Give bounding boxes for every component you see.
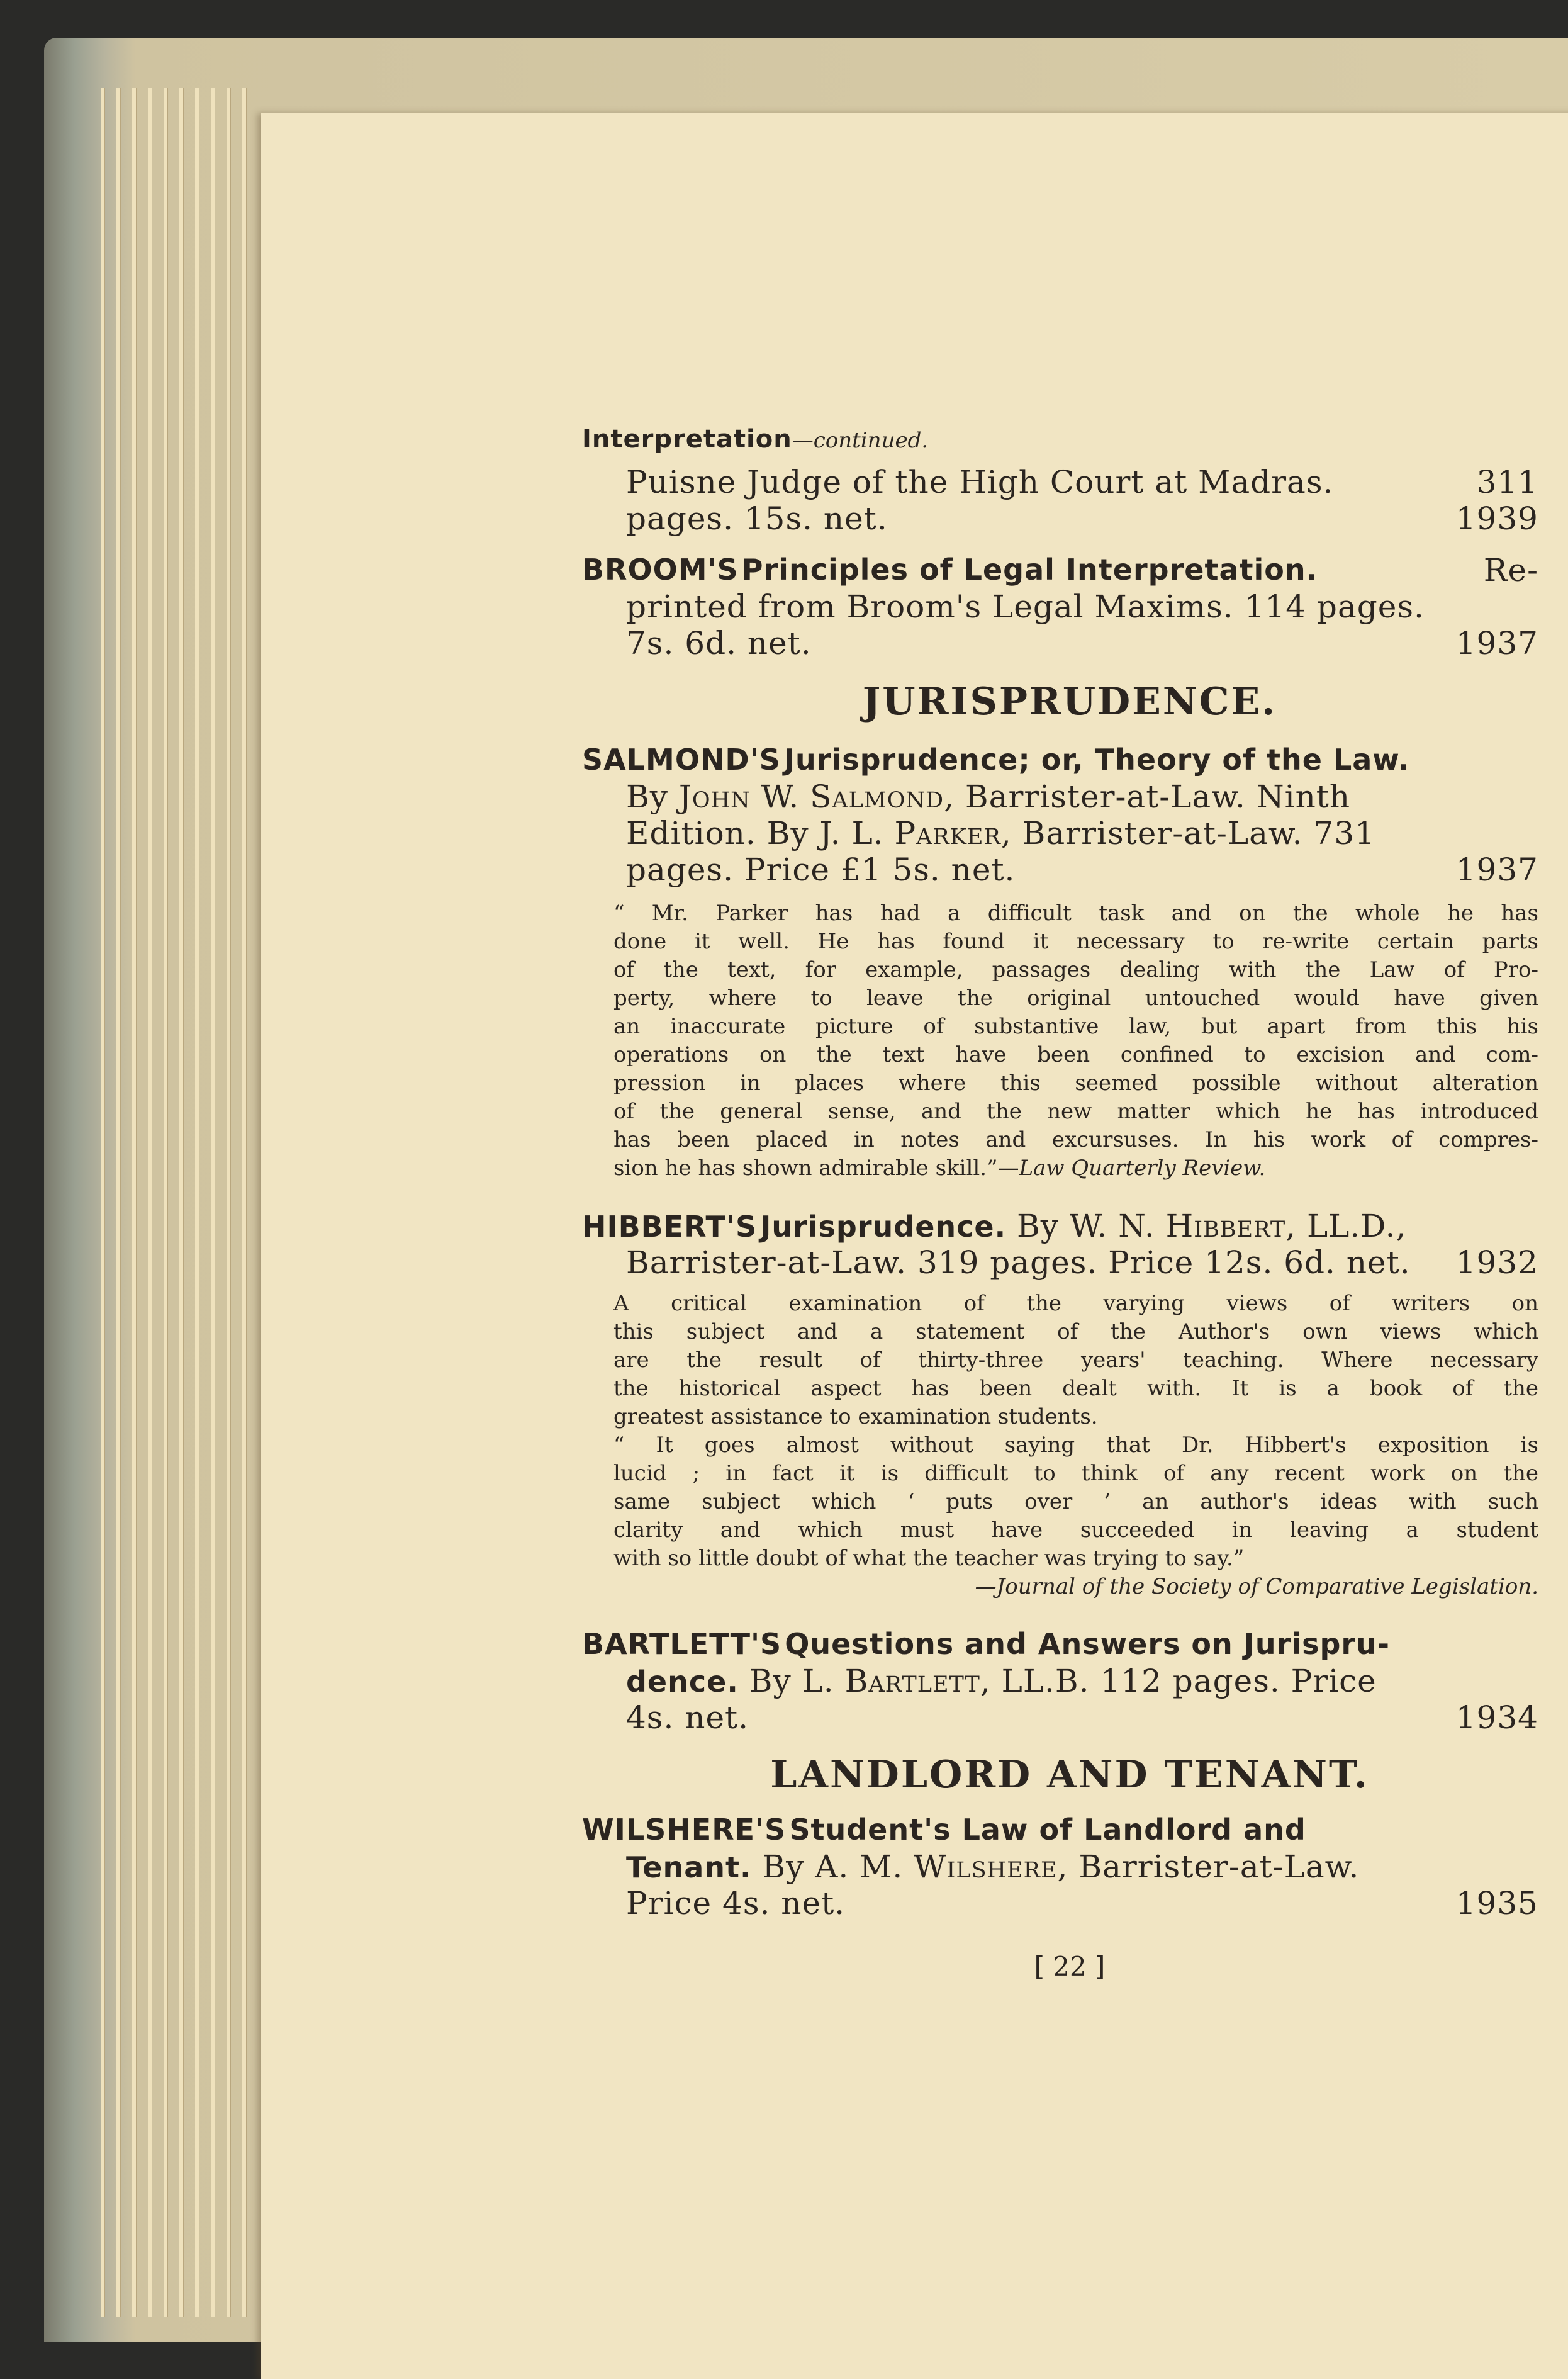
review-line: an inaccurate picture of substantive law, but apart from this his [613,1014,1538,1039]
page-edge [211,88,215,2317]
page-edge [179,88,184,2317]
review-line: sion he has shown admirable skill.”—Law Quarterly Review. [613,1156,1266,1181]
entry-line: dence. By L. Bartlett, LL.B. 112 pages. Price [626,1663,1377,1699]
section-heading: JURISPRUDENCE. [862,680,1277,724]
entry-line: By John W. Salmond, Barrister-at-Law. Ninth [626,779,1351,815]
quote-source: —Journal of the Society of Comparative Legislation. [975,1574,1538,1599]
description-line: this subject and a statement of the Author's own views which [613,1319,1538,1344]
page-edge [132,88,137,2317]
page-edge [116,88,121,2317]
entry-salmond: SALMOND'S Jurisprudence; or, Theory of the Law. [582,743,1410,777]
review-line: operations on the text have been confined to excision and com- [613,1042,1538,1067]
description-line: greatest assistance to examination students. [613,1404,1098,1429]
entry-bartlett: BARTLETT'S Questions and Answers on Jurispru- [582,1627,1390,1661]
entry-line: pages. 15s. net. 1939 [626,500,1538,537]
entry-line: printed from Broom's Legal Maxims. 114 pages. [626,588,1425,625]
page-edge [195,88,199,2317]
quote-line: “ It goes almost without saying that Dr. Hibbert's exposition is [613,1432,1538,1458]
description-line: are the result of thirty-three years' teaching. Where necessary [613,1347,1538,1373]
entry-line: Puisne Judge of the High Court at Madras. 311 [626,464,1538,500]
book [44,38,1568,2342]
entry-line: 7s. 6d. net. 1937 [626,625,1538,661]
quote-line: with so little doubt of what the teacher was trying to say.” [613,1546,1245,1571]
quote-line: lucid ; in fact it is difficult to think of any recent work on the [613,1461,1538,1486]
review-line: pression in places where this seemed possible without alteration [613,1071,1538,1096]
review-line: perty, where to leave the original untouched would have given [613,986,1538,1011]
quote-line: same subject which ‘ puts over ’ an author's ideas with such [613,1489,1538,1514]
section-continued-header: Interpretation—continued. [582,425,929,454]
entry-wilshere: WILSHERE'S Student's Law of Landlord and [582,1813,1306,1847]
book-page [261,113,1568,2379]
page-edge [242,88,247,2317]
review-line: of the text, for example, passages dealing with the Law of Pro- [613,957,1538,982]
section-heading: LANDLORD AND TENANT. [770,1753,1369,1797]
review-line: done it well. He has found it necessary to re-write certain parts [613,929,1538,954]
entry-line: pages. Price £1 5s. net. 1937 [626,852,1538,888]
quote-line: clarity and which must have succeeded in leaving a student [613,1517,1538,1543]
page-edge [101,88,105,2317]
page-number: [ 22 ] [1034,1951,1106,1982]
description-line: A critical examination of the varying views of writers on [613,1291,1538,1316]
page-edge [227,88,231,2317]
entry-hibbert: HIBBERT'S Jurisprudence. By W. N. Hibbert, LL.D., [582,1208,1407,1244]
review-line: has been placed in notes and excursuses. In his work of compres- [613,1127,1538,1152]
description-line: the historical aspect has been dealt with. It is a book of the [613,1376,1538,1401]
page-edge [148,88,152,2317]
entry-broom: BROOM'S Principles of Legal Interpretation. Re- [582,552,1538,588]
page-edge [164,88,168,2317]
review-line: of the general sense, and the new matter which he has introduced [613,1099,1538,1124]
entry-line: Edition. By J. L. Parker, Barrister-at-Law. 731 [626,815,1375,852]
entry-line: Tenant. By A. M. Wilshere, Barrister-at-Law. [626,1848,1360,1885]
entry-line: Price 4s. net. 1935 [626,1885,1538,1921]
entry-line: 4s. net. 1934 [626,1699,1538,1736]
entry-line: Barrister-at-Law. 319 pages. Price 12s. 6d. net. 1932 [626,1244,1538,1281]
review-line: “ Mr. Parker has had a difficult task and on the whole he has [613,901,1538,926]
